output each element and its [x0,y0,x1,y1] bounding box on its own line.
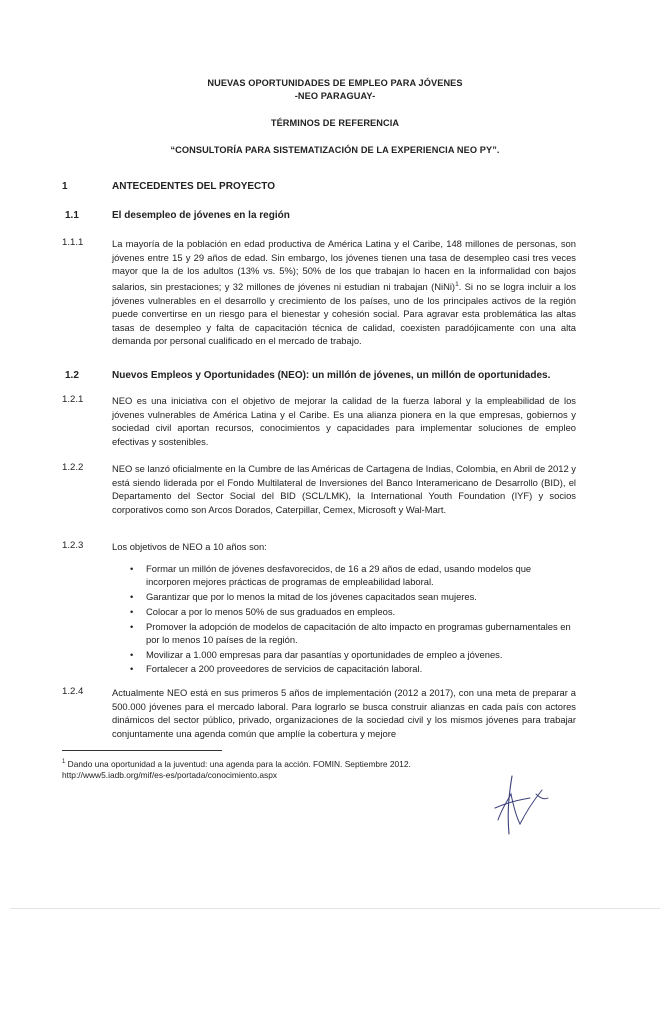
footnote-divider [62,750,222,751]
paragraph-1-2-3-intro: Los objetivos de NEO a 10 años son: [112,541,267,552]
page-bottom-edge [10,908,660,909]
list-item: • Movilizar a 1.000 empresas para dar pasantías y oportunidades de empleo a jóvenes. [130,648,576,661]
document-type-title: TÉRMINOS DE REFERENCIA [270,118,400,128]
paragraph-1-2-1: NEO es una iniciativa con el objetivo de mejorar la calidad de la fuerza laboral y la empleabilidad de los jóvenes vulnerables de América Latina y el Caribe. Es una alianza pionera en la que empresas, gobiernos y sociedad civil aportan recursos, conocimientos y capacidades para implementar soluciones de empleo efectivas y sostenibles. [112,395,576,447]
section-1-1-title: El desempleo de jóvenes en la región [112,210,290,221]
paragraph-1-2-4-number: 1.2.4 [62,686,84,697]
paragraph-1-2-3-number: 1.2.3 [62,540,84,551]
program-title: NUEVAS OPORTUNIDADES DE EMPLEO PARA JÓVENES [207,78,463,88]
program-subtitle: -NEO PARAGUAY- [294,91,376,101]
paragraph-1-2-1-number: 1.2.1 [62,394,84,405]
footnote-url: http://www5.iadb.org/mif/es-es/portada/conocimiento.aspx [62,770,278,780]
list-item: • Colocar a por lo menos 50% de sus graduados en empleos. [130,605,576,618]
list-item: • Garantizar que por lo menos la mitad de los jóvenes capacitados sean mujeres. [130,590,576,603]
list-item: • Promover la adopción de modelos de capacitación de alto impacto en programas gubernamentales en por lo menos 10 países de la región. [130,620,576,647]
paragraph-1-2-2-number: 1.2.2 [62,462,84,473]
paragraph-1-2-4: Actualmente NEO está en sus primeros 5 años de implementación (2012 a 2017), con una meta de preparar a 500.000 jóvenes para el mercado laboral. Para lograrlo se busca construir alianzas en cada país con actores dinámicos del sector público, privado, organizaciones de la sociedad civil y los mismos jóvenes para trabajar conjuntamente una agenda común que amplíe la cobertura y mejore [112,687,576,739]
section-1-2-number: 1.2 [65,370,79,381]
footnote-mark: 1 [62,759,66,765]
footnote-ref: 1 [455,280,459,288]
paragraph-1-1-1-number: 1.1.1 [62,237,84,248]
handwritten-signature [490,770,554,840]
section-1-number: 1 [62,181,68,192]
objectives-list [130,562,576,677]
footnote-text: $^1$ Dando una oportunidad a la juventud: una agenda para la acción. FOMIN. Septiembre 2012. [62,758,411,769]
section-1-title: ANTECEDENTES DEL PROYECTO [112,181,275,192]
section-1-2-title: Nuevos Empleos y Oportunidades (NEO): un millón de jóvenes, un millón de oportunidades. [112,370,551,381]
consultancy-title: “CONSULTORÍA PARA SISTEMATIZACIÓN DE LA EXPERIENCIA NEO PY”. [170,145,500,155]
list-item: • Fortalecer a 200 proveedores de servicios de capacitación laboral. [130,662,576,675]
section-1-1-number: 1.1 [65,210,79,221]
paragraph-1-1-1: La mayoría de la población en edad productiva de América Latina y el Caribe, 148 millones de personas, son jóvenes entre 15 y 29 años de edad. Sin embargo, los jóvenes tienen una tasa de desempleo casi tres veces mayor que la de los adultos (13% vs. 5%); 50% de los que trabajan lo hacen en la informalidad con bajos salarios, sin prestaciones; y 32 millones de jóvenes ni estudian ni trabajan (NiNi)$^1$. Si no se logra incluir a los jóvenes vulnerables en el desarrollo y crecimiento de los países, uno de los principales activos de la región puede convertirse en un riesgo para el bienestar y cohesión social. Para agravar esta problemática las altas tasas de desempleo y falta de capacitación técnica de calidad, coexisten paradójicamente con una alta demanda por personal cualificado en el mercado de trabajo. [112,238,576,347]
list-item: • Formar un millón de jóvenes desfavorecidos, de 16 a 29 años de edad, usando modelos que incorporen mejores prácticas de programas de empleabilidad laboral. [130,562,576,589]
paragraph-1-2-2: NEO se lanzó oficialmente en la Cumbre de las Américas de Cartagena de Indias, Colombia, en Abril de 2012 y está siendo liderada por el Fondo Multilateral de Inversiones del Banco Interamericano de Desarrollo (BID), el Departamento del Sector Social del BID (SCL/LMK), la International Youth Foundation (IYF) y socios corporativos como son Arcos Dorados, Caterpillar, Cemex, Microsoft y Wal-Mart. [112,463,576,515]
